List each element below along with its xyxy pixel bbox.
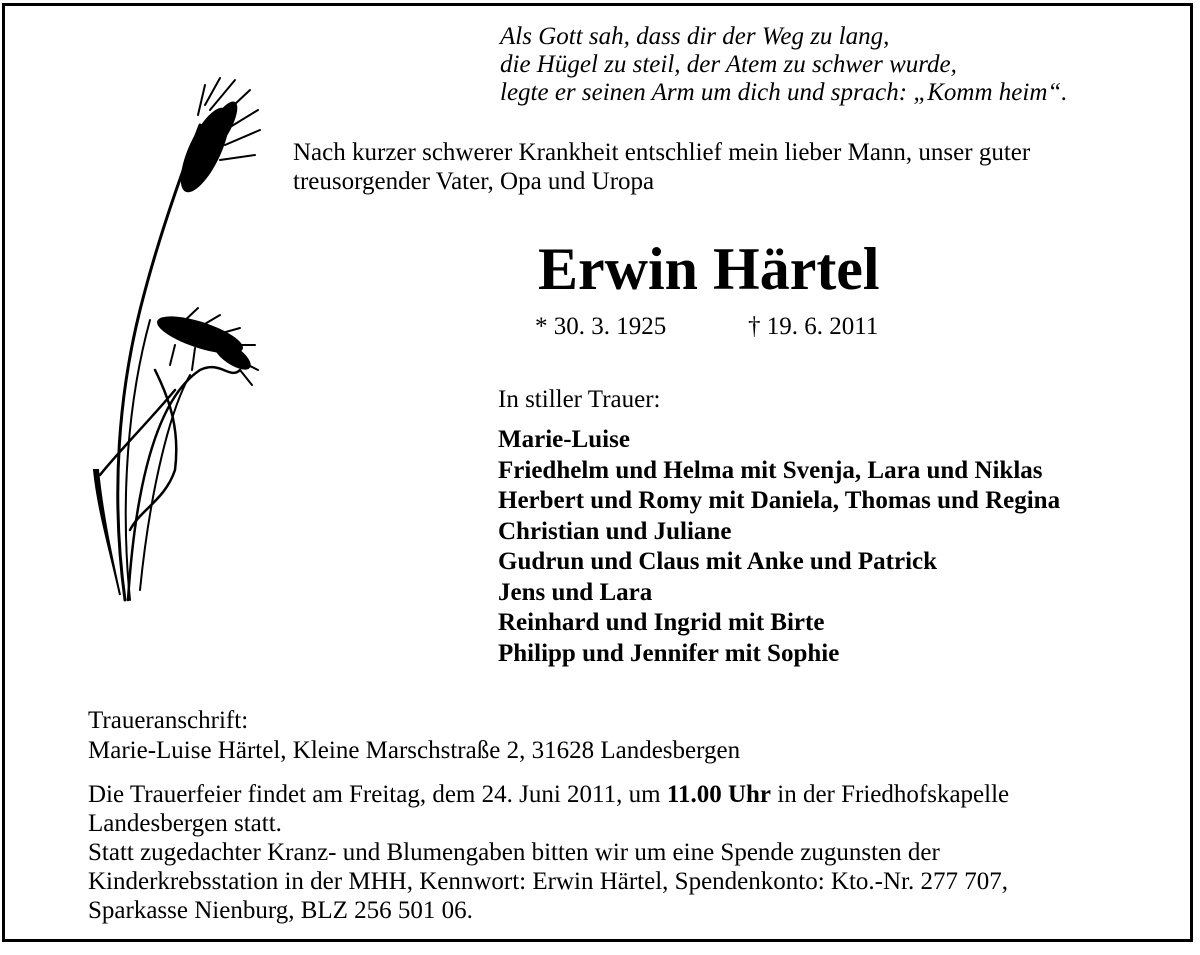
service-text: Die Trauerfeier findet am Freitag, dem 24. Juni 2011, um [88, 781, 667, 808]
donation-line: Sparkasse Nienburg, BLZ 256 501 06. [88, 897, 473, 924]
motto-line: Als Gott sah, dass dir der Weg zu lang, [500, 23, 890, 50]
mourner-name: Gudrun und Claus mit Anke und Patrick [498, 548, 938, 575]
service-info [88, 780, 1128, 925]
mourner-name: Friedhelm und Helma mit Svenja, Lara und Niklas [498, 456, 1043, 484]
death-date: † 19. 6. 2011 [748, 313, 879, 340]
address-value: Marie-Luise Härtel, Kleine Marschstraße 2, 31628 Landesbergen [88, 737, 741, 764]
mourner-name: Reinhard und Ingrid mit Birte [498, 609, 825, 636]
wheat-stalk-icon [80, 70, 270, 610]
intro-line: Nach kurzer schwerer Krankheit entschlief mein lieber Mann, unser guter [293, 139, 1031, 166]
mourning-address [88, 706, 740, 766]
deceased-name: Erwin Härtel [538, 236, 880, 302]
service-line [88, 780, 1128, 809]
mourner-name: Jens und Lara [498, 578, 653, 606]
donation-line: Kinderkrebsstation in der MHH, Kennwort: Erwin Härtel, Spendenkonto: Kto.-Nr. 277 707, [88, 868, 1008, 895]
service-text: in der Friedhofskapelle [771, 781, 1010, 808]
mourner-name: Marie-Luise [498, 426, 630, 453]
mourning-heading: In stiller Trauer: [498, 386, 661, 413]
mourners-list [498, 425, 1060, 669]
poem-motto [500, 23, 1068, 107]
motto-line: die Hügel zu steil, der Atem zu schwer wurde, [500, 51, 957, 78]
mourner-name: Herbert und Romy mit Daniela, Thomas und Regina [498, 487, 1061, 514]
motto-line: legte er seinen Arm um dich und sprach: „Komm heim“. [500, 79, 1068, 106]
service-line: Landesbergen statt. [88, 810, 282, 837]
intro-line: treusorgender Vater, Opa und Uropa [293, 168, 655, 195]
intro-text [293, 138, 1133, 196]
donation-line: Statt zugedachter Kranz- und Blumengaben bitten wir um eine Spende zugunsten der [88, 839, 940, 866]
service-time: 11.00 Uhr [666, 781, 772, 808]
address-label: Traueranschrift: [88, 707, 249, 734]
birth-date: * 30. 3. 1925 [535, 313, 667, 340]
mourner-name: Christian und Juliane [498, 517, 732, 545]
mourner-name: Philipp und Jennifer mit Sophie [498, 639, 840, 667]
